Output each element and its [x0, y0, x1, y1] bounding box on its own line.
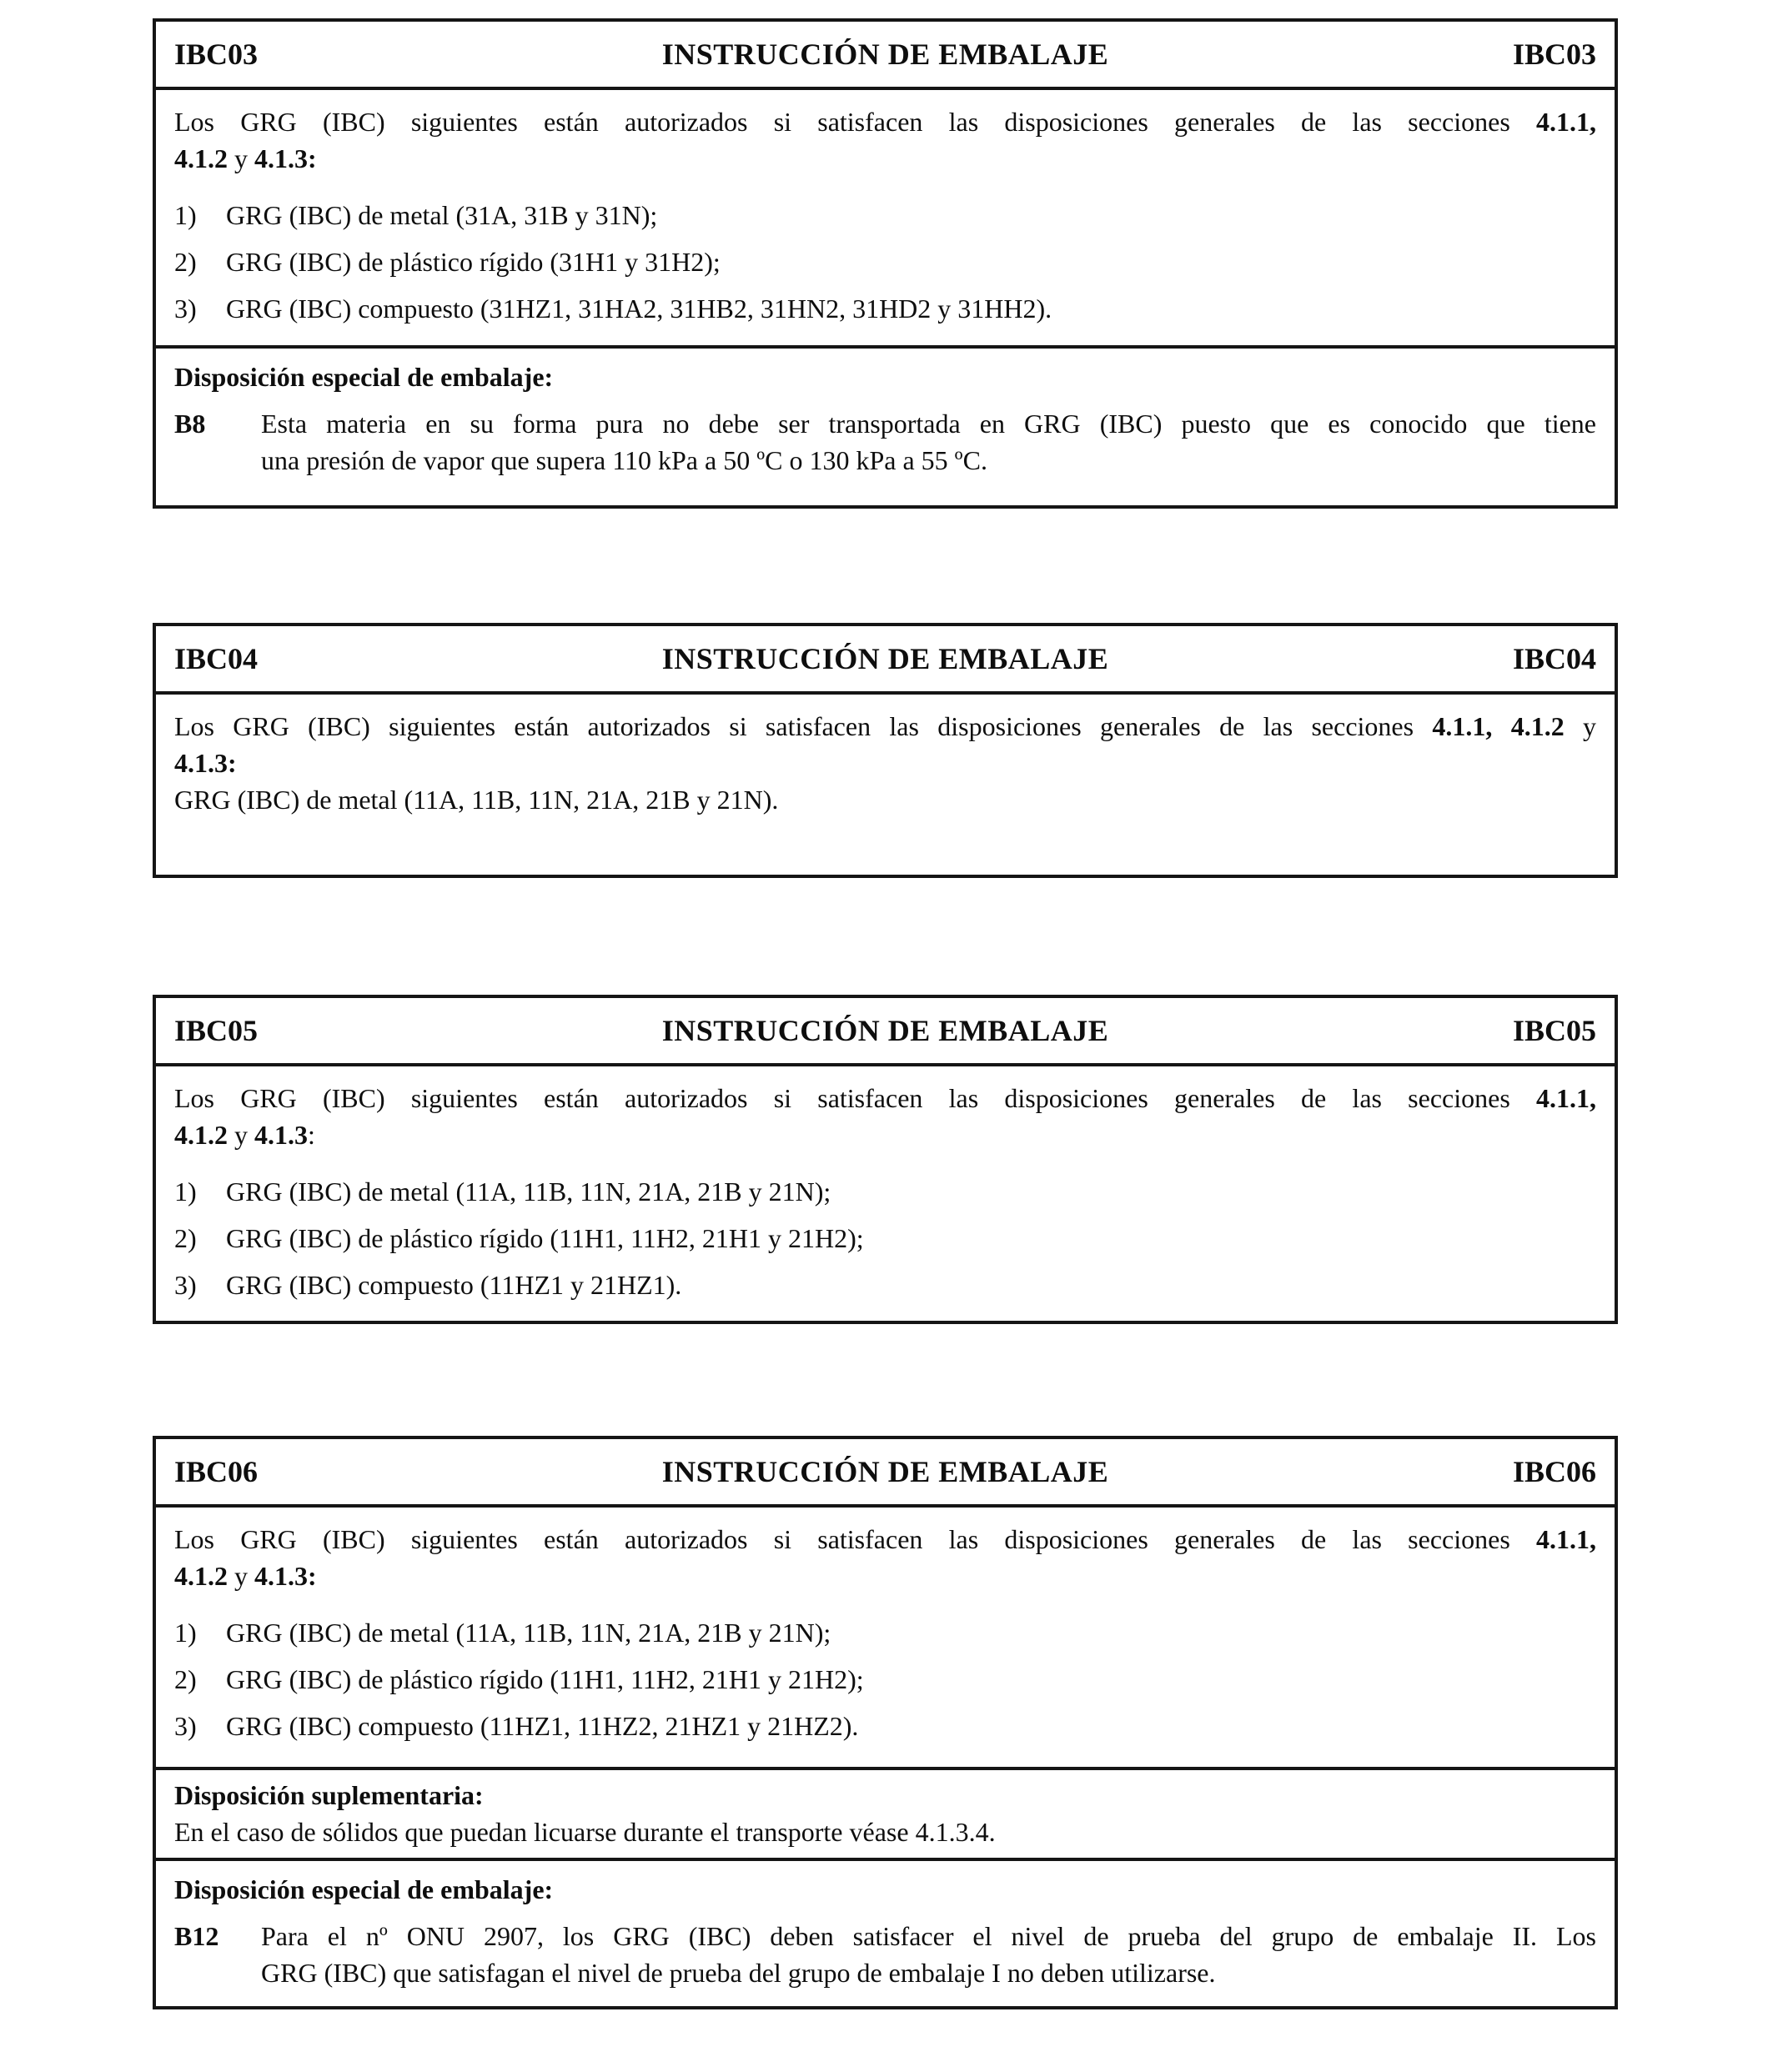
header-code-left: IBC03 — [174, 38, 259, 71]
list-item-text: GRG (IBC) compuesto (31HZ1, 31HA2, 31HB2, 31HN2, 31HD2 y 31HH2). — [226, 293, 1052, 324]
list-item — [174, 1614, 1596, 1651]
packing-instruction-table-ibc05 — [153, 995, 1618, 1324]
special-provision-entry — [174, 405, 1596, 479]
list-item-text: GRG (IBC) de metal (11A, 11B, 11N, 21A, 21B y 21N); — [226, 1618, 831, 1648]
intro-segment-bold: 4.1.3: — [174, 748, 237, 778]
intro-segment-bold: 4.1.3 — [254, 1120, 308, 1150]
special-provision-text-line-1: Esta materia en su forma pura no debe ser transportada en GRG (IBC) puesto que es conocido que tiene — [261, 409, 1596, 439]
list-item-number: 2) — [174, 1664, 197, 1694]
special-provision-text — [261, 1918, 1596, 1991]
header-title: INSTRUCCIÓN DE EMBALAJE — [661, 642, 1109, 675]
list-item — [174, 243, 1596, 280]
list-item-text: GRG (IBC) compuesto (11HZ1, 11HZ2, 21HZ1 y 21HZ2). — [226, 1711, 859, 1741]
header-code-left: IBC05 — [174, 1014, 259, 1047]
intro-line-2 — [174, 745, 1596, 781]
special-provision-code: B12 — [174, 1921, 219, 1951]
intro-segment: y — [1564, 711, 1597, 741]
intro-line-2 — [174, 1116, 1596, 1153]
intro-segment-bold: 4.1.1, — [1536, 107, 1596, 137]
table-header-row — [156, 998, 1615, 1066]
list-item — [174, 1661, 1596, 1698]
list-item-text: GRG (IBC) de plástico rígido (11H1, 11H2, 21H1 y 21H2); — [226, 1223, 864, 1253]
list-item-number: 1) — [174, 1176, 197, 1207]
list-item-text: GRG (IBC) de metal (11A, 11B, 11N, 21A, 21B y 21N); — [226, 1176, 831, 1207]
intro-line-1 — [174, 1080, 1596, 1116]
intro-line-1 — [174, 1521, 1596, 1558]
intro-segment: Los GRG (IBC) siguientes están autorizados si satisfacen las disposiciones generales de las secciones — [174, 107, 1536, 137]
authorized-ibc-body — [156, 90, 1615, 345]
table-header-row — [156, 626, 1615, 695]
list-item — [174, 1173, 1596, 1210]
special-provision-text-line-2: GRG (IBC) que satisfagan el nivel de prueba del grupo de embalaje I no deben utilizarse. — [261, 1958, 1216, 1988]
header-code-right: IBC06 — [1512, 1455, 1596, 1488]
header-code-right: IBC05 — [1512, 1014, 1596, 1047]
intro-segment: y — [228, 1120, 254, 1150]
header-code-left: IBC06 — [174, 1455, 259, 1488]
list-item-number: 3) — [174, 293, 197, 324]
intro-line-1 — [174, 708, 1596, 745]
list-item-number: 3) — [174, 1270, 197, 1300]
packing-instruction-table-ibc03 — [153, 18, 1618, 509]
header-code-right: IBC04 — [1512, 642, 1596, 675]
special-provision-row — [156, 345, 1615, 505]
intro-segment: y — [228, 143, 254, 173]
intro-line-2 — [174, 1558, 1596, 1594]
intro-segment: Los GRG (IBC) siguientes están autorizados si satisfacen las disposiciones generales de las secciones — [174, 1083, 1536, 1113]
intro-segment-bold: 4.1.1, 4.1.2 — [1432, 711, 1565, 741]
supplementary-provision-row — [156, 1767, 1615, 1858]
list-item-number: 1) — [174, 1618, 197, 1648]
special-provision-heading: Disposición especial de embalaje: — [174, 1874, 554, 1904]
intro-segment: Los GRG (IBC) siguientes están autorizados si satisfacen las disposiciones generales de las secciones — [174, 1524, 1536, 1554]
supplementary-provision-text: En el caso de sólidos que puedan licuarse durante el transporte véase 4.1.3.4. — [174, 1817, 996, 1847]
authorized-ibc-body — [156, 1066, 1615, 1321]
intro-segment: : — [308, 1120, 315, 1150]
intro-segment-bold: 4.1.3: — [254, 1561, 317, 1591]
special-provision-row — [156, 1858, 1615, 2006]
intro-segment-bold: 4.1.2 — [174, 1561, 228, 1591]
header-code-right: IBC03 — [1512, 38, 1596, 71]
table-header-row — [156, 22, 1615, 90]
intro-segment-bold: 4.1.2 — [174, 143, 228, 173]
list-item — [174, 1267, 1596, 1303]
special-provision-text-line-2: una presión de vapor que supera 110 kPa a 50 ºC o 130 kPa a 55 ºC. — [261, 445, 987, 475]
header-title: INSTRUCCIÓN DE EMBALAJE — [661, 1014, 1109, 1047]
list-item-text: GRG (IBC) de plástico rígido (11H1, 11H2, 21H1 y 21H2); — [226, 1664, 864, 1694]
list-item — [174, 1220, 1596, 1257]
intro-line-1 — [174, 103, 1596, 140]
list-item — [174, 1708, 1596, 1744]
special-provision-text — [261, 405, 1596, 479]
header-title: INSTRUCCIÓN DE EMBALAJE — [661, 38, 1109, 71]
list-item-text: GRG (IBC) de plástico rígido (31H1 y 31H2); — [226, 247, 721, 277]
list-item-number: 2) — [174, 1223, 197, 1253]
supplementary-provision-heading: Disposición suplementaria: — [174, 1780, 484, 1810]
list-item-number: 1) — [174, 200, 197, 230]
authorized-ibc-body — [156, 695, 1615, 875]
intro-segment: Los GRG (IBC) siguientes están autorizados si satisfacen las disposiciones generales de las secciones — [174, 711, 1433, 741]
list-item-number: 3) — [174, 1711, 197, 1741]
table-header-row — [156, 1439, 1615, 1508]
header-title: INSTRUCCIÓN DE EMBALAJE — [661, 1455, 1109, 1488]
intro-line-2 — [174, 140, 1596, 177]
special-provision-entry — [174, 1918, 1596, 1991]
intro-segment-bold: 4.1.1, — [1536, 1524, 1596, 1554]
list-item-text: GRG (IBC) de metal (31A, 31B y 31N); — [226, 200, 658, 230]
packing-instruction-table-ibc06 — [153, 1436, 1618, 2009]
list-item-number: 2) — [174, 247, 197, 277]
special-provision-text-line-1: Para el nº ONU 2907, los GRG (IBC) deben satisfacer el nivel de prueba del grupo de embalaje II. Los — [261, 1921, 1596, 1951]
packing-instruction-table-ibc04 — [153, 623, 1618, 878]
authorized-ibc-body — [156, 1508, 1615, 1767]
intro-segment: y — [228, 1561, 254, 1591]
special-provision-code: B8 — [174, 409, 206, 439]
metal-ibc-paragraph: GRG (IBC) de metal (11A, 11B, 11N, 21A, 21B y 21N). — [174, 785, 779, 815]
list-item — [174, 290, 1596, 327]
special-provision-heading: Disposición especial de embalaje: — [174, 362, 554, 392]
intro-segment-bold: 4.1.2 — [174, 1120, 228, 1150]
list-item — [174, 197, 1596, 233]
header-code-left: IBC04 — [174, 642, 259, 675]
intro-segment-bold: 4.1.1, — [1536, 1083, 1596, 1113]
list-item-text: GRG (IBC) compuesto (11HZ1 y 21HZ1). — [226, 1270, 682, 1300]
intro-segment-bold: 4.1.3: — [254, 143, 317, 173]
